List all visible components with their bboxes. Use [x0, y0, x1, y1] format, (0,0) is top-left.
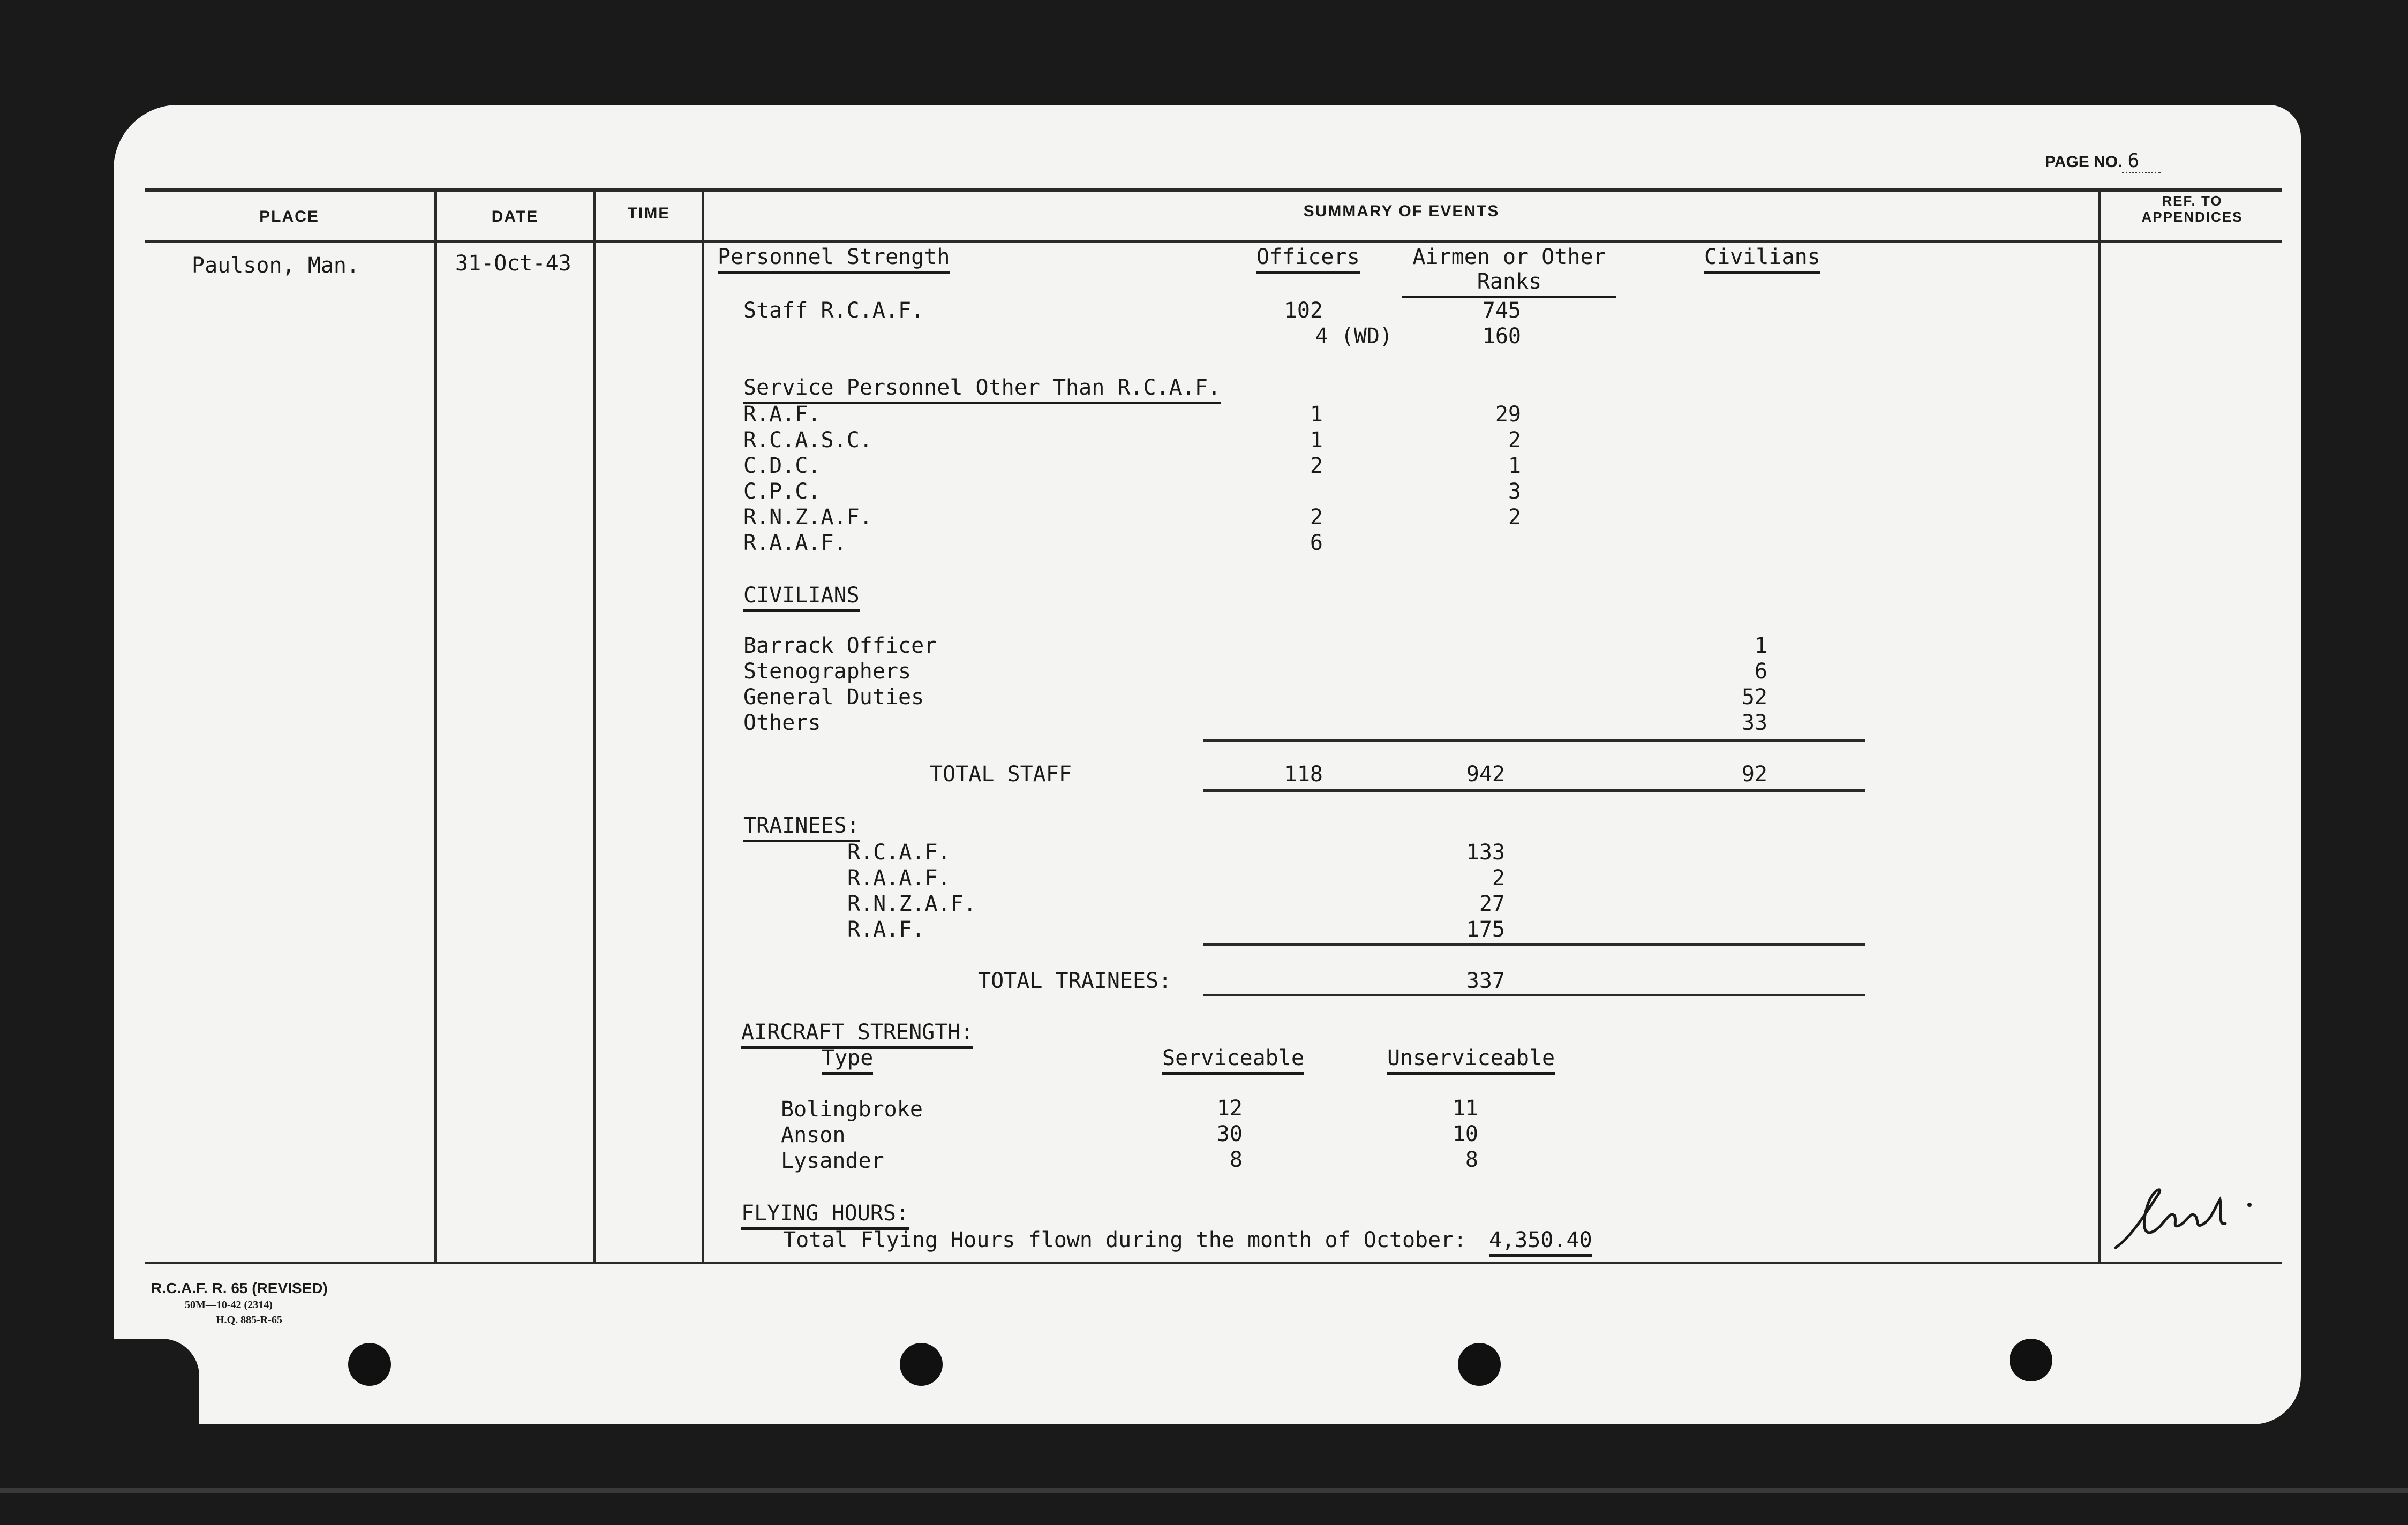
trainee-row-label: R.C.A.F. — [847, 840, 951, 865]
date-time-divider — [593, 190, 596, 1264]
aircraft-row-serviceable: 8 — [1229, 1147, 1243, 1172]
serviceable-heading: Serviceable — [1162, 1045, 1304, 1075]
entry-date: 31-Oct-43 — [455, 251, 571, 276]
service-row-airmen: 29 — [1495, 402, 1521, 427]
staff-rcaf-officers: 102 — [1284, 298, 1323, 323]
staff-wd-officers: 4 (WD) — [1315, 324, 1393, 349]
aircraft-row-unserviceable: 10 — [1452, 1122, 1478, 1146]
civilians-heading: CIVILIANS — [743, 583, 860, 612]
service-row-label: R.A.F. — [743, 402, 821, 427]
form-id-line2: 50M—10-42 (2314) — [185, 1299, 273, 1311]
service-row-airmen: 3 — [1508, 479, 1521, 504]
total-staff-bottom-rule — [1203, 789, 1865, 792]
summary-header: SUMMARY OF EVENTS — [1303, 202, 1500, 220]
civilian-row-value: 33 — [1741, 711, 1767, 735]
header-bottom-rule — [145, 240, 2282, 243]
service-row-label: R.C.A.S.C. — [743, 428, 872, 452]
staff-rcaf-airmen: 745 — [1482, 298, 1521, 323]
aircraft-type-heading: Type — [822, 1045, 873, 1075]
staff-rcaf-label: Staff R.C.A.F. — [743, 298, 924, 323]
trainee-row-value: 27 — [1479, 892, 1505, 916]
record-card — [114, 105, 2301, 1424]
civilian-row-label: Barrack Officer — [743, 633, 937, 658]
header-top-rule — [145, 188, 2282, 192]
service-row-airmen: 2 — [1508, 428, 1521, 452]
service-row-airmen: 1 — [1508, 454, 1521, 478]
civilian-row-label: Stenographers — [743, 659, 912, 684]
personnel-strength-heading: Personnel Strength — [718, 244, 950, 274]
film-strip-edge — [0, 1488, 2408, 1493]
service-row-officers: 1 — [1310, 428, 1323, 452]
ref-header-line1: REF. TO — [2162, 193, 2223, 209]
aircraft-strength-heading: AIRCRAFT STRENGTH: — [741, 1020, 973, 1049]
civilian-row-value: 1 — [1754, 633, 1767, 658]
service-row-label: R.A.A.F. — [743, 531, 847, 555]
punch-hole — [900, 1343, 943, 1386]
service-row-label: R.N.Z.A.F. — [743, 505, 872, 530]
service-row-label: C.P.C. — [743, 479, 821, 504]
total-trainees-top-rule — [1203, 943, 1865, 946]
trainee-row-value: 175 — [1466, 917, 1505, 942]
service-personnel-heading: Service Personnel Other Than R.C.A.F. — [743, 375, 1221, 404]
total-staff-label: TOTAL STAFF — [930, 762, 1072, 787]
time-summary-divider — [702, 190, 704, 1264]
service-row-officers: 6 — [1310, 531, 1323, 555]
airmen-column-heading-line1: Airmen or Other — [1412, 245, 1606, 269]
place-header: PLACE — [259, 208, 319, 225]
punch-hole — [1458, 1343, 1501, 1386]
punch-hole — [348, 1343, 391, 1386]
time-header: TIME — [627, 205, 671, 222]
staff-wd-airmen: 160 — [1482, 324, 1521, 349]
total-staff-top-rule — [1203, 739, 1865, 742]
trainee-row-label: R.N.Z.A.F. — [847, 892, 976, 916]
form-id-line1: R.C.A.F. R. 65 (REVISED) — [151, 1280, 328, 1296]
trainee-row-label: R.A.A.F. — [847, 866, 951, 890]
aircraft-row-type: Lysander — [781, 1149, 884, 1173]
unserviceable-heading: Unserviceable — [1387, 1045, 1555, 1075]
total-staff-airmen: 942 — [1466, 762, 1505, 787]
ref-header-line2: APPENDICES — [2141, 209, 2243, 225]
signature-initials-mark — [2110, 1178, 2260, 1258]
aircraft-row-unserviceable: 11 — [1452, 1096, 1478, 1121]
trainee-row-label: R.A.F. — [847, 917, 925, 942]
total-trainees-value: 337 — [1466, 969, 1505, 993]
aircraft-row-serviceable: 30 — [1216, 1122, 1243, 1146]
page-number-value: 6 — [2122, 150, 2161, 173]
airmen-column-heading-line2: Ranks — [1402, 269, 1616, 298]
total-staff-officers: 118 — [1284, 762, 1323, 787]
total-staff-civilians: 92 — [1741, 762, 1767, 787]
trainees-heading: TRAINEES: — [743, 813, 860, 842]
punch-hole — [2010, 1339, 2052, 1381]
trainee-row-value: 133 — [1466, 840, 1505, 865]
flying-hours-value: 4,350.40 — [1489, 1227, 1592, 1257]
total-trainees-bottom-rule — [1203, 994, 1865, 996]
total-trainees-label: TOTAL TRAINEES: — [978, 969, 1172, 993]
flying-hours-text: Total Flying Hours flown during the month of October: — [783, 1228, 1467, 1252]
service-row-airmen: 2 — [1508, 505, 1521, 530]
summary-ref-divider — [2098, 190, 2101, 1264]
page-number-label: PAGE NO. — [2045, 153, 2123, 171]
officers-column-heading: Officers — [1256, 244, 1360, 274]
place-date-divider — [434, 190, 437, 1264]
aircraft-row-type: Anson — [781, 1123, 846, 1147]
civilians-column-heading: Civilians — [1704, 244, 1820, 274]
form-id-line3: H.Q. 885-R-65 — [216, 1314, 282, 1326]
service-row-label: C.D.C. — [743, 454, 821, 478]
civilian-row-value: 6 — [1754, 659, 1767, 684]
trainee-row-value: 2 — [1492, 866, 1505, 890]
service-row-officers: 1 — [1310, 402, 1323, 427]
entry-place: Paulson, Man. — [192, 253, 360, 278]
torn-corner — [114, 1339, 199, 1424]
flying-hours-heading: FLYING HOURS: — [741, 1201, 909, 1230]
civilian-row-label: General Duties — [743, 685, 924, 709]
footer-rule — [145, 1262, 2282, 1264]
civilian-row-value: 52 — [1741, 685, 1767, 709]
date-header: DATE — [491, 208, 539, 225]
civilian-row-label: Others — [743, 711, 821, 735]
aircraft-row-serviceable: 12 — [1216, 1096, 1243, 1121]
aircraft-row-type: Bolingbroke — [781, 1097, 923, 1122]
service-row-officers: 2 — [1310, 505, 1323, 530]
page-number — [2045, 150, 2161, 172]
aircraft-row-unserviceable: 8 — [1465, 1147, 1478, 1172]
service-row-officers: 2 — [1310, 454, 1323, 478]
